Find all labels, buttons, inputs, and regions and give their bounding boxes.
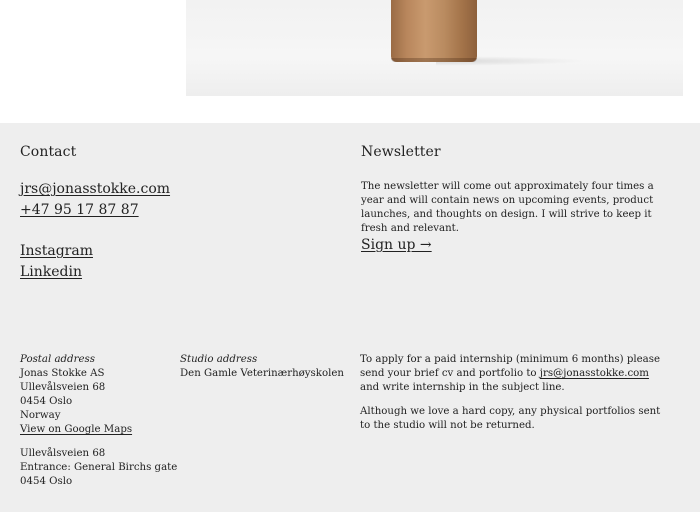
portfolio-note: Although we love a hard copy, any physical portfolios sent to the studio will not be returned.: [360, 406, 661, 431]
studio-address: [180, 353, 350, 381]
postal-address-label: Postal address: [20, 354, 95, 365]
studio-address-label: Studio address: [180, 354, 258, 365]
newsletter-signup-link[interactable]: Sign up →: [361, 237, 432, 253]
visit-street: Ullevålsveien 68: [20, 448, 106, 459]
visit-postcode-city: 0454 Oslo: [20, 476, 73, 487]
contact-email-link[interactable]: jrs@jonasstokke.com: [20, 181, 171, 197]
linkedin-link[interactable]: Linkedin: [20, 264, 83, 280]
newsletter-heading: Newsletter: [361, 144, 441, 160]
contact-heading: Contact: [20, 144, 77, 160]
newsletter-description: The newsletter will come out approximately four times a year and will contain news on upcoming events, product launches, and thoughts on design. I will strive to keep it fresh and relevant.: [361, 181, 654, 234]
hero-product-image: [186, 0, 683, 96]
wooden-cylinder: [391, 0, 477, 62]
visit-entrance: Entrance: General Birchs gate: [20, 462, 178, 473]
internship-text: To apply for a paid internship (minimum 6 months) please send your brief cv and portfolio to jrs@jonasstokke.com and write internship in the subject line.: [360, 354, 661, 393]
internship-info: [360, 353, 670, 433]
postal-company: Jonas Stokke AS: [20, 368, 105, 379]
postal-postcode-city: 0454 Oslo: [20, 396, 73, 407]
contact-phone-link[interactable]: +47 95 17 87 87: [20, 202, 139, 218]
postal-street: Ullevålsveien 68: [20, 382, 106, 393]
internship-email-link[interactable]: jrs@jonasstokke.com: [539, 368, 649, 379]
studio-name: Den Gamle Veterinærhøyskolen: [180, 368, 344, 379]
instagram-link[interactable]: Instagram: [20, 243, 93, 259]
google-maps-link[interactable]: View on Google Maps: [20, 424, 133, 435]
site-footer: [0, 123, 700, 512]
postal-address: [20, 353, 180, 489]
postal-country: Norway: [20, 410, 61, 421]
